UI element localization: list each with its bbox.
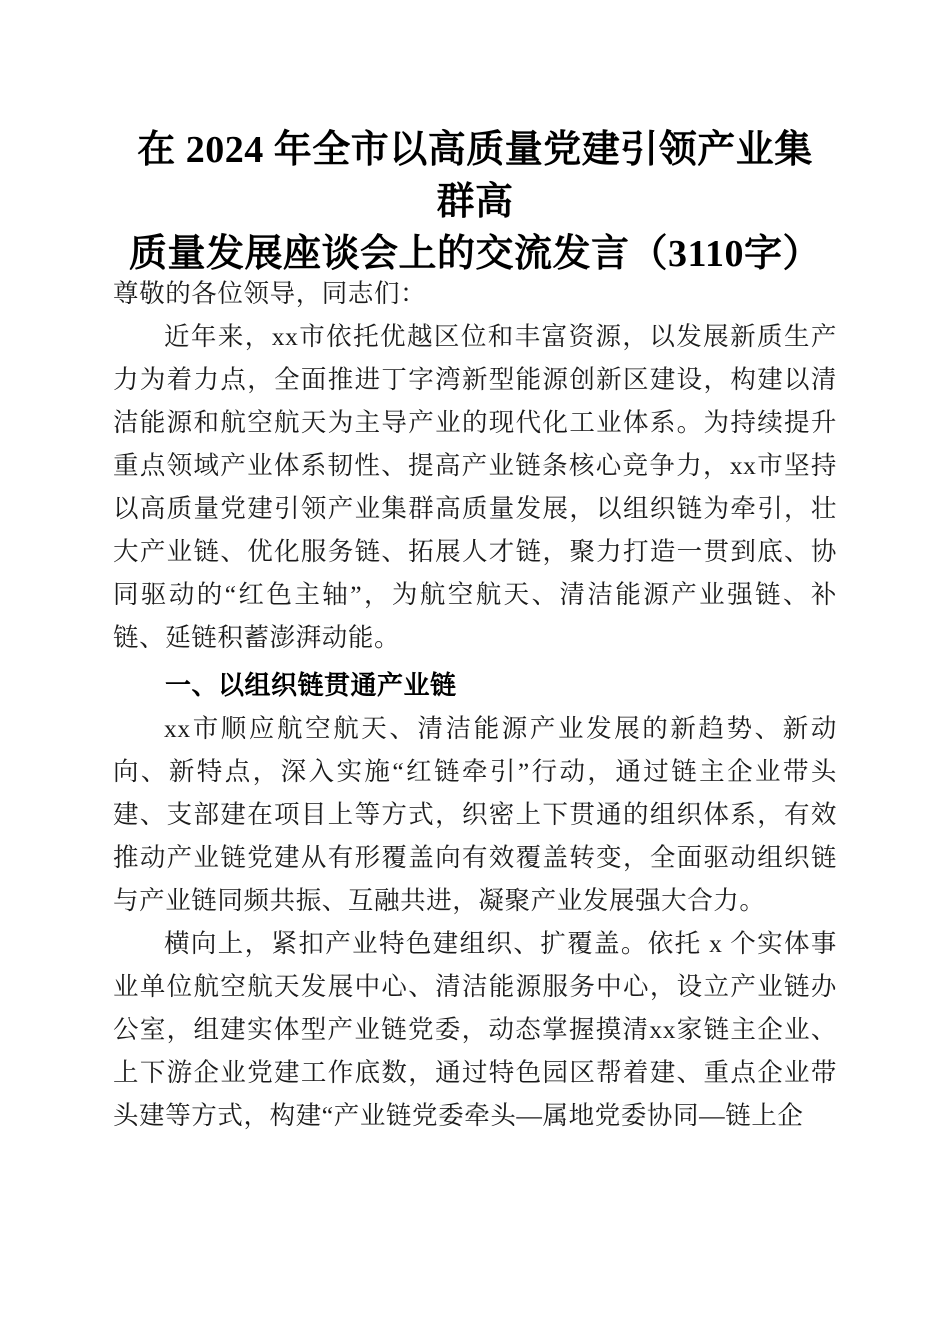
document-body [113,272,837,1137]
paragraph-section1-1: xx市顺应航空航天、清洁能源产业发展的新趋势、新动向、新特点，深入实施“红链牵引”行动，通过链主企业带头建、支部建在项目上等方式，织密上下贯通的组织体系，有效推动产业链党建从有形覆盖向有效覆盖转变，全面驱动组织链与产业链同频共振、互融共进，凝聚产业发展强大合力。 [113,714,837,915]
page-title-line-1: 在 2024 年全市以高质量党建引领产业集群高 [137,129,813,223]
paragraph-section1-2: 横向上，紧扣产业特色建组织、扩覆盖。依托 x 个实体事业单位航空航天发展中心、清洁能源服务中心，设立产业链办公室，组建实体型产业链党委，动态掌握摸清xx家链主企业、上下游企业党建工作底数，通过特色园区帮着建、重点企业带头建等方式，构建“产业链党委牵头—属地党委协同—链上企 [113,929,837,1130]
paragraph-opening: 近年来，xx市依托优越区位和丰富资源，以发展新质生产力为着力点，全面推进丁字湾新型能源创新区建设，构建以清洁能源和航空航天为主导产业的现代化工业体系。为持续提升重点领域产业体系韧性、提高产业链条核心竞争力，xx市坚持以高质量党建引领产业集群高质量发展，以组织链为牵引，壮大产业链、优化服务链、拓展人才链，聚力打造一贯到底、协同驱动的“红色主轴”，为航空航天、清洁能源产业强链、补链、延链积蓄澎湃动能。 [113,322,837,652]
page-title [129,124,821,280]
salutation: 尊敬的各位领导，同志们： [113,279,427,308]
section-heading-1: 一、以组织链贯通产业链 [165,670,457,700]
page-title-line-2: 质量发展座谈会上的交流发言（3110字） [129,233,821,275]
